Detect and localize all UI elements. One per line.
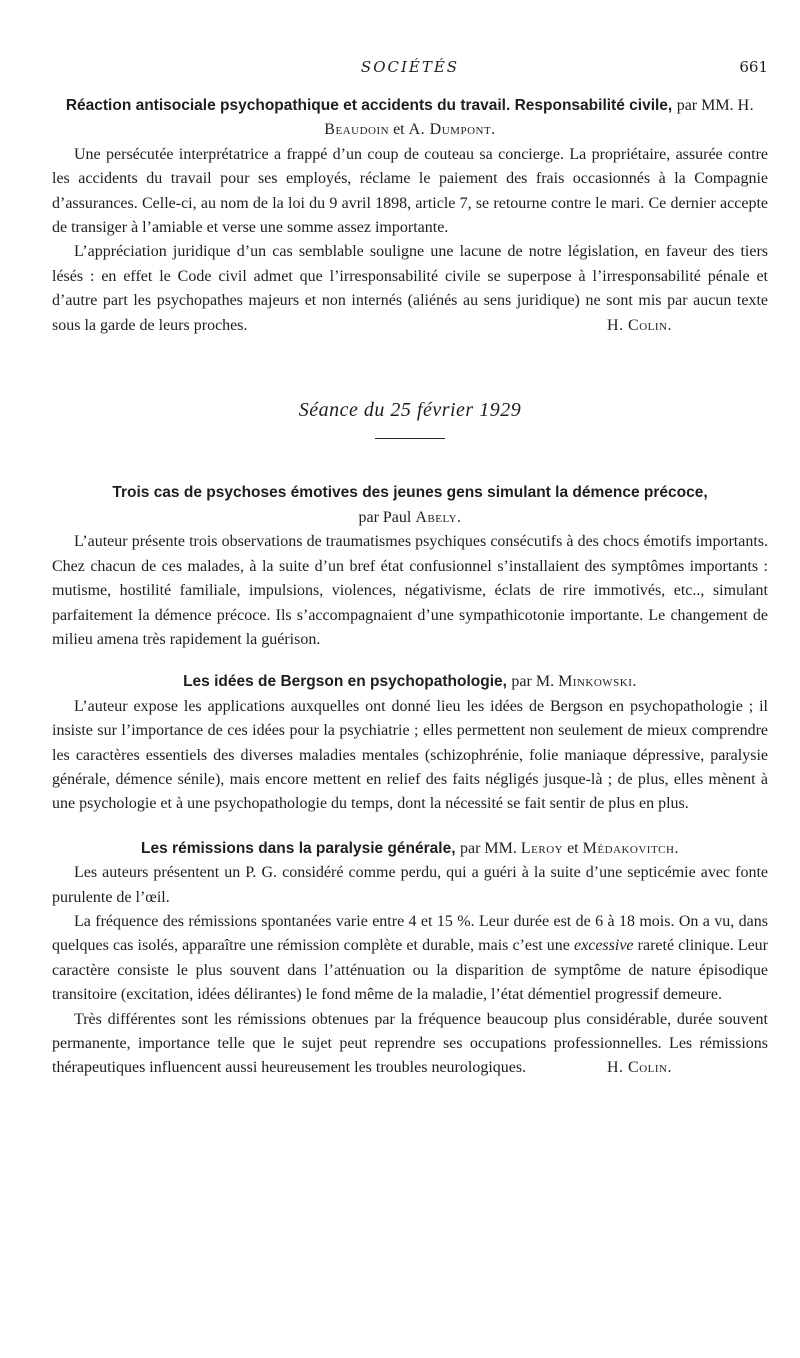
article-3-author: Minkowski. <box>558 673 637 691</box>
article-4-author-1: Leroy <box>520 839 564 857</box>
running-title: SOCIÉTÉS <box>360 58 460 76</box>
article-1-title: Réaction antisociale psychopathique et accidents du travail. Responsabilité civile, <box>65 97 673 114</box>
article-4-title: Les rémissions dans la paralysie générale, <box>141 839 456 857</box>
article-2-heading <box>52 481 768 530</box>
article-4-paragraph-3: Très différentes sont les rémissions obtenues par la fréquence beaucoup plus considérable, durée souvent permanente, importance telle que le sujet peut reprendre ses occupations professionnelles. Les rémissions thérapeutiques influencent aussi heureusement les troubles neurologiques. H. Colin. <box>52 1008 768 1081</box>
article-1-paragraph-1: Une persécutée interprétatrice a frappé d’un coup de couteau sa concierge. La propriétaire, assurée contre les accidents du travail pour ses employés, réclame le paiement des frais occasionnés à la Compagnie d’assurances. Celle-ci, au nom de la loi du 9 avril 1898, article 7, se retourne contre le mari. Ce dernier accepte de transiger à l’amiable et verse une somme assez importante. <box>52 145 768 237</box>
article-1-signature: H. Colin. <box>607 316 672 334</box>
article-1-byline: par MM. H. Beaudoin et A. Dumpont. <box>324 97 755 139</box>
article-2-byline: par Paul Abely. <box>358 508 462 526</box>
article-1-author-1: H. Beaudoin <box>324 97 755 139</box>
running-head <box>52 58 768 82</box>
article-4-paragraph-2: La fréquence des rémissions spontanées varie entre 4 et 15 %. Leur durée est de 6 à 18 mois. On a vu, dans quelques cas isolés, apparaître une rémission complète et durable, mais c’est une excessive rareté clinique. Leur caractère consiste le plus souvent dans l’atténuation ou la disparition de symptôme de nature épisodique transitoire (excitation, idées délirantes) le fond même de la maladie, l’état démentiel progressif demeure. <box>52 912 769 1004</box>
emphasis-excessive: excessive <box>574 937 634 955</box>
article-3-byline: par M. Minkowski. <box>511 673 637 691</box>
article-2-author: Abely. <box>415 508 462 526</box>
page-number: 661 <box>739 58 768 76</box>
article-4-paragraph-1: Les auteurs présentent un P. G. considéré comme perdu, qui a guéri à la suite d’une septicémie avec fonte purulente de l’œil. <box>52 864 768 906</box>
article-1-heading <box>52 94 768 143</box>
article-1-paragraph-2: L’appréciation juridique d’un cas semblable souligne une lacune de notre législation, en faveur des tiers lésés : en effet le Code civil admet que l’irresponsabilité civile se superpose à l’irresponsabilité pénale et d’autre part les psychopathes majeurs et non internés (aliénés au sens juridique) ne sont mis par aucun texte sous la garde de leurs proches. H. Colin. <box>52 240 768 338</box>
article-4-signature: H. Colin. <box>607 1059 672 1077</box>
article-3-paragraph-1: L’auteur expose les applications auxquelles ont donné lieu les idées de Bergson en psychopathologie ; il insiste sur l’importance de ces idées pour la psychiatrie ; elles permettent non seulement de mieux comprendre les caractères essentiels des diverses maladies mentales (schizophrénie, folie maniaque dépressive, paralysie générale, démence sénile), mais encore mettent en relief des faits négligés jusque-là ; de plus, elles mènent à une psychologie et à une psychopathologie du temps, dont la nécessité se fait sentir de plus en plus. <box>52 697 768 813</box>
article-3-heading <box>52 670 768 694</box>
session-title: Séance du 25 février 1929 <box>298 399 522 422</box>
article-4-author-2: Médakovitch. <box>582 839 679 857</box>
article-3-title: Les idées de Bergson en psychopathologie, <box>183 673 507 691</box>
article-4-heading <box>52 837 768 861</box>
article-1-author-2: A. Dumpont. <box>408 121 496 139</box>
article-2-paragraph-1: L’auteur présente trois observations de traumatismes psychiques consécutifs à des chocs émotifs importants. Chez chacun de ces malades, à la suite d’un bref état confusionnel s’installaient des symptômes importants : mutisme, hostilité familiale, impulsions, violences, négativisme, éclats de rire immotivés, etc.., simulant parfaitement la démence précoce. Ils s’accompagnaient d’une sympathicotonie importante. Le changement de milieu amena très rapidement la guérison. <box>52 533 768 648</box>
article-4-byline: par MM. Leroy et Médakovitch. <box>459 839 679 857</box>
session-heading <box>52 398 768 439</box>
article-2-title: Trois cas de psychoses émotives des jeunes gens simulant la démence précoce, <box>112 484 708 502</box>
page-body <box>52 94 768 1081</box>
